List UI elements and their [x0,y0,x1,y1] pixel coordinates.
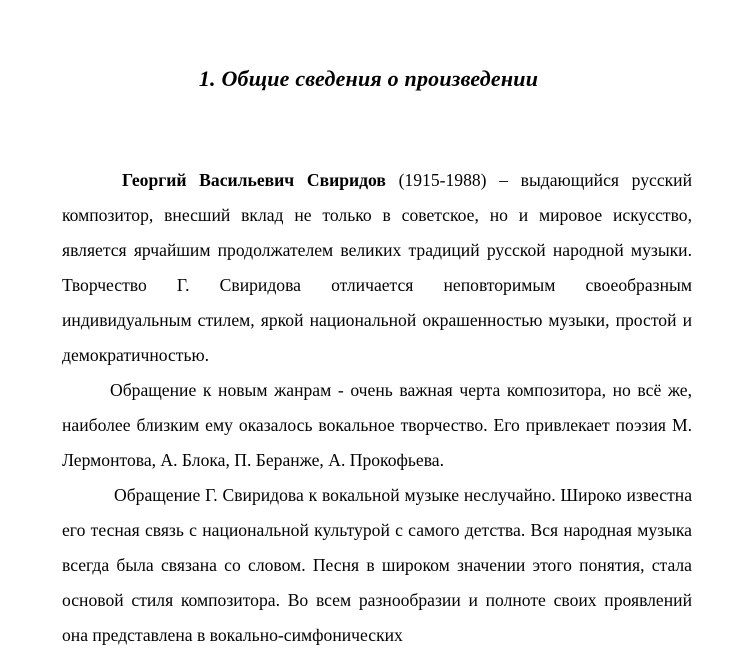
page-title: 1. Общие сведения о произведении [198,65,539,91]
paragraph-1 [62,163,692,373]
paragraph-2: Обращение к новым жанрам - очень важная черта композитора, но всё же, наиболее близким ему оказалось вокальное творчество. Его привлекает поэзия М. Лермонтова, А. Блока, П. Беранже, А. Прокофьева. [62,380,692,470]
paragraph-3: Обращение Г. Свиридова к вокальной музыке неслучайно. Широко известна его тесная связь с национальной культурой с самого детства. Вся народная музыка всегда была связана со словом. Песня в широком значении этого понятия, стала основой стиля композитора. Во всем разнообразии и полноте своих проявлений она представлена в вокально-симфонических [62,485,692,645]
paragraph-1-text: (1915-1988) – выдающийся русский композитор, внесший вклад не только в советское, но и мировое искусство, является ярчайшим продолжателем великих традиций русской народной музыки. Творчество Г. Свиридова отличается неповторимым своеобразным индивидуальным стилем, яркой национальной окрашенностью музыки, простой и демократичностью. [62,170,693,365]
composer-name: Георгий Васильевич Свиридов [122,170,386,190]
document-body [62,163,692,653]
